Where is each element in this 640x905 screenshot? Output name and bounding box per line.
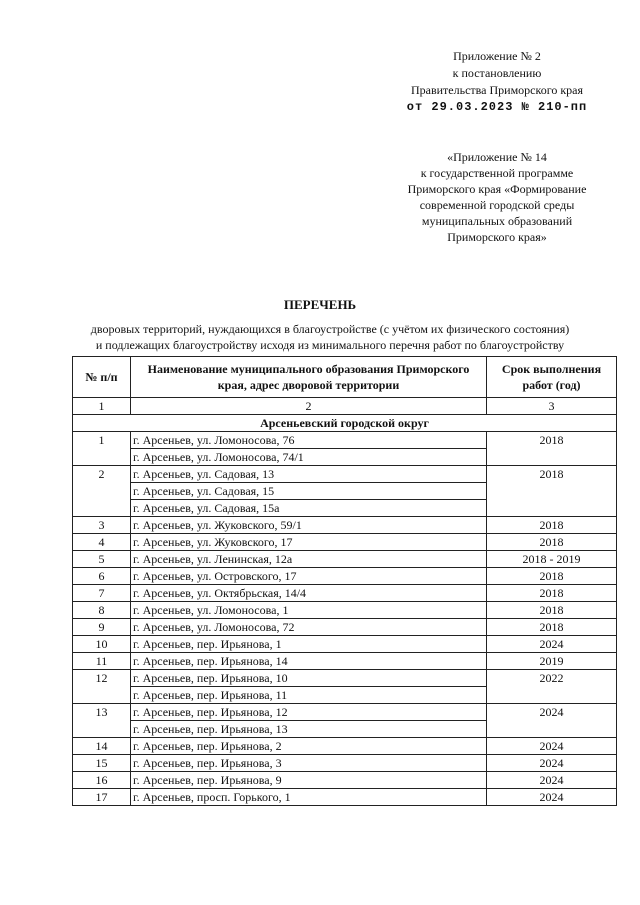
program-appendix-line: «Приложение № 14: [447, 150, 547, 164]
appendix-header: [392, 48, 602, 116]
address-cell: г. Арсеньев, пер. Ирьянова, 9: [131, 772, 487, 789]
year-cell: 2024: [487, 755, 617, 772]
address-cell: г. Арсеньев, ул. Ломоносова, 1: [131, 602, 487, 619]
address-cell: г. Арсеньев, пер. Ирьянова, 14: [131, 653, 487, 670]
row-number: 12: [73, 670, 131, 704]
program-appendix-line: к государственной программе: [420, 166, 574, 180]
year-cell: 2018: [487, 568, 617, 585]
appendix-resolution: к постановлению: [452, 66, 542, 80]
row-number: 2: [73, 466, 131, 517]
section-title: Арсеньевский городской округ: [73, 415, 617, 432]
address-cell: г. Арсеньев, ул. Ломоносова, 74/1: [131, 449, 487, 466]
row-number: 1: [73, 432, 131, 466]
table-row: [73, 738, 617, 755]
header-term: Срок выполнения работ (год): [487, 357, 617, 398]
address-cell: г. Арсеньев, пер. Ирьянова, 12: [131, 704, 487, 721]
year-cell: 2018: [487, 585, 617, 602]
row-number: 5: [73, 551, 131, 568]
year-cell: 2024: [487, 772, 617, 789]
row-number: 11: [73, 653, 131, 670]
row-number: 7: [73, 585, 131, 602]
table-row: [73, 704, 617, 721]
column-numbers-row: [73, 398, 617, 415]
year-cell: 2019: [487, 653, 617, 670]
table-row: [73, 670, 617, 687]
address-cell: г. Арсеньев, ул. Садовая, 15: [131, 483, 487, 500]
program-appendix: [382, 149, 612, 245]
table-row: [73, 466, 617, 483]
address-cell: г. Арсеньев, ул. Жуковского, 17: [131, 534, 487, 551]
subtitle-line: дворовых территорий, нуждающихся в благоустройстве (с учётом их физического состояния): [90, 322, 570, 336]
address-cell: г. Арсеньев, ул. Жуковского, 59/1: [131, 517, 487, 534]
table-row: [73, 585, 617, 602]
row-number: 10: [73, 636, 131, 653]
year-cell: 2024: [487, 636, 617, 653]
subtitle-line: и подлежащих благоустройству исходя из минимального перечня работ по благоустройству: [95, 338, 565, 352]
table-row: [73, 772, 617, 789]
year-cell: 2018 - 2019: [487, 551, 617, 568]
program-appendix-line: Приморского края «Формирование: [407, 182, 587, 196]
year-cell: 2018: [487, 602, 617, 619]
row-number: 14: [73, 738, 131, 755]
row-number: 3: [73, 517, 131, 534]
year-cell: 2024: [487, 738, 617, 755]
row-number: 13: [73, 704, 131, 738]
row-number: 15: [73, 755, 131, 772]
program-appendix-line: современной городской среды: [419, 198, 575, 212]
program-appendix-line: Приморского края»: [447, 230, 547, 244]
address-cell: г. Арсеньев, пер. Ирьянова, 2: [131, 738, 487, 755]
table-row: [73, 789, 617, 806]
territories-table: [72, 356, 617, 806]
row-number: 9: [73, 619, 131, 636]
column-number: 2: [131, 398, 487, 415]
address-cell: г. Арсеньев, пер. Ирьянова, 1: [131, 636, 487, 653]
address-cell: г. Арсеньев, ул. Ломоносова, 72: [131, 619, 487, 636]
address-cell: г. Арсеньев, ул. Октябрьская, 14/4: [131, 585, 487, 602]
year-cell: 2018: [487, 517, 617, 534]
document-subtitle: [60, 321, 600, 353]
table-row: [73, 568, 617, 585]
address-cell: г. Арсеньев, пер. Ирьянова, 3: [131, 755, 487, 772]
program-appendix-line: муниципальных образований: [421, 214, 573, 228]
row-number: 16: [73, 772, 131, 789]
address-cell: г. Арсеньев, ул. Ленинская, 12а: [131, 551, 487, 568]
column-number: 3: [487, 398, 617, 415]
table-row: [73, 432, 617, 449]
year-cell: 2018: [487, 534, 617, 551]
row-number: 17: [73, 789, 131, 806]
column-number: 1: [73, 398, 131, 415]
address-cell: г. Арсеньев, ул. Садовая, 15а: [131, 500, 487, 517]
appendix-number: Приложение № 2: [453, 49, 541, 63]
address-cell: г. Арсеньев, просп. Горького, 1: [131, 789, 487, 806]
row-number: 6: [73, 568, 131, 585]
year-cell: 2022: [487, 670, 617, 704]
row-number: 8: [73, 602, 131, 619]
address-cell: г. Арсеньев, пер. Ирьянова, 10: [131, 670, 487, 687]
table-row: [73, 517, 617, 534]
header-num: № п/п: [73, 357, 131, 398]
year-cell: 2024: [487, 789, 617, 806]
table-row: [73, 619, 617, 636]
table-row: [73, 636, 617, 653]
table-header-row: [73, 357, 617, 398]
document-title: ПЕРЕЧЕНЬ: [283, 297, 357, 312]
address-cell: г. Арсеньев, ул. Ломоносова, 76: [131, 432, 487, 449]
table-row: [73, 551, 617, 568]
address-cell: г. Арсеньев, ул. Островского, 17: [131, 568, 487, 585]
table-row: [73, 755, 617, 772]
header-name: Наименование муниципального образования Приморского края, адрес дворовой территории: [131, 357, 487, 398]
year-cell: 2018: [487, 619, 617, 636]
address-cell: г. Арсеньев, пер. Ирьянова, 13: [131, 721, 487, 738]
address-cell: г. Арсеньев, пер. Ирьянова, 11: [131, 687, 487, 704]
table-row: [73, 653, 617, 670]
year-cell: 2024: [487, 704, 617, 738]
year-cell: 2018: [487, 432, 617, 466]
year-cell: 2018: [487, 466, 617, 517]
table-row: [73, 534, 617, 551]
table-row: [73, 602, 617, 619]
appendix-government: Правительства Приморского края: [410, 83, 584, 97]
row-number: 4: [73, 534, 131, 551]
address-cell: г. Арсеньев, ул. Садовая, 13: [131, 466, 487, 483]
section-row: [73, 415, 617, 432]
resolution-date-stamp: от 29.03.2023 № 210-пп: [406, 100, 588, 114]
